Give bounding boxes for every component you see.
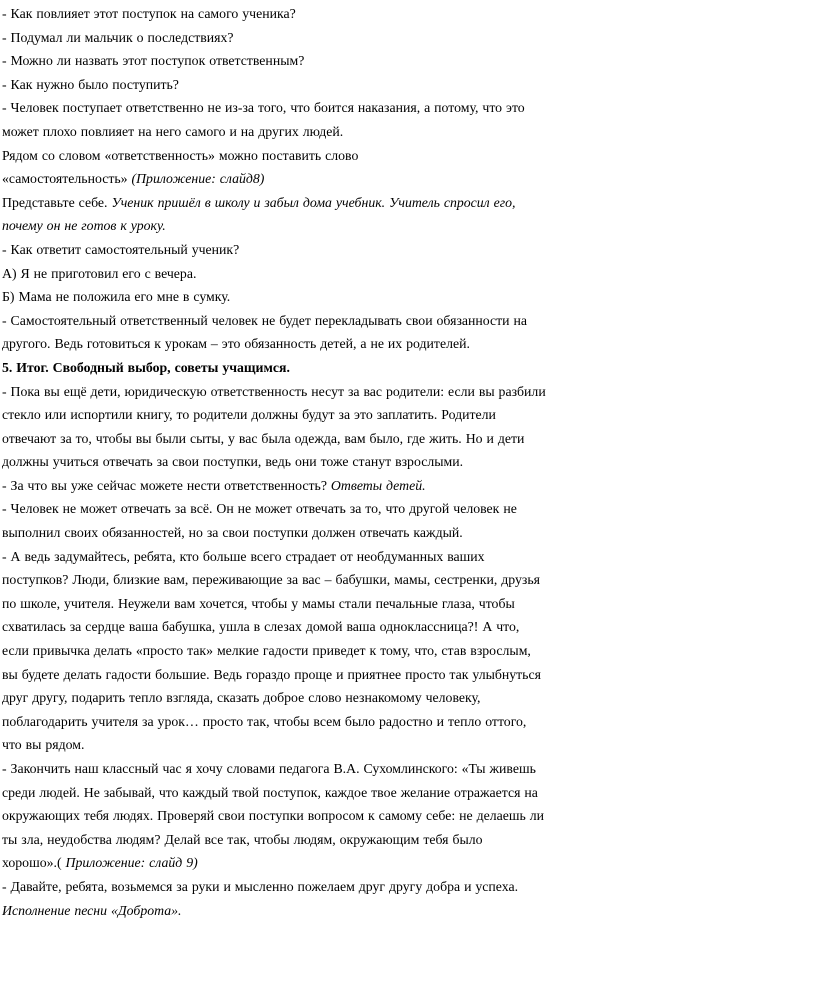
line-text: - Давайте, ребята, возьмемся за руки и мысленно пожелаем друг другу добра и успеха. [2, 878, 519, 894]
line-text: вы будете делать гадости большие. Ведь гораздо проще и приятнее просто так улыбнуться [2, 666, 541, 682]
text-line [2, 2, 816, 26]
line-text: хорошо».( [2, 855, 66, 871]
line-text: Рядом со словом «ответственность» можно поставить слово [2, 147, 359, 163]
line-text: среди людей. Не забывай, что каждый твой поступок, каждое твое желание отражается на [2, 784, 538, 800]
text-line [2, 545, 816, 569]
line-text: - Можно ли назвать этот поступок ответственным? [2, 53, 305, 69]
line-text: - Закончить наш классный час я хочу словами педагога В.А. Сухомлинского: «Ты живешь [2, 761, 536, 776]
text-line [2, 262, 816, 286]
text-line [2, 450, 816, 474]
text-line [2, 615, 816, 639]
line-text: друг другу, подарить тепло взгляда, сказать доброе слово незнакомому человеку, [2, 690, 481, 706]
text-line [2, 120, 816, 144]
text-line [2, 733, 816, 757]
line-text: - А ведь задумайтесь, ребята, кто больше всего страдает от необдуманных ваших [2, 548, 485, 564]
line-text: если привычка делать «просто так» мелкие гадости приведет к тому, что, став взрослым, [2, 643, 531, 659]
text-line [2, 238, 816, 262]
line-text: отвечают за то, чтобы вы были сыты, у вас была одежда, вам было, где жить. Но и дети [2, 430, 525, 446]
line-text: что вы рядом. [2, 737, 85, 753]
text-line [2, 167, 816, 191]
text-line [2, 899, 816, 923]
text-line [2, 96, 816, 120]
text-line [2, 144, 816, 168]
line-italic-text: Ученик пришёл в школу и забыл дома учебник. Учитель спросил его, [111, 194, 516, 210]
line-text: окружающих тебя людях. Проверяй свои поступки вопросом к самому себе: не делаешь ли [2, 808, 545, 824]
line-text: Представьте себе. [2, 194, 112, 210]
text-line [2, 592, 816, 616]
line-bold-text: 5. Итог. Свободный выбор, советы учащимся. [2, 359, 290, 375]
text-line [2, 686, 816, 710]
text-line [2, 663, 816, 687]
line-italic-text: почему он не готов к уроку. [2, 218, 166, 234]
text-line [2, 214, 816, 238]
text-line [2, 26, 816, 50]
text-line [2, 639, 816, 663]
text-line [2, 191, 816, 215]
text-line [2, 497, 816, 521]
line-text: может плохо повлияет на него самого и на других людей. [2, 123, 344, 139]
text-line [2, 73, 816, 97]
line-italic-text: Ответы детей. [330, 477, 426, 493]
text-line [2, 521, 816, 545]
text-line [2, 49, 816, 73]
section-heading [2, 356, 816, 380]
text-line [2, 380, 816, 404]
text-line [2, 710, 816, 734]
line-text: - Пока вы ещё дети, юридическую ответственность несут за вас родители: если вы разбили [2, 383, 546, 399]
text-line [2, 851, 816, 875]
line-text: - Как ответит самостоятельный ученик? [2, 241, 240, 257]
text-line [2, 757, 816, 781]
text-line [2, 875, 816, 899]
line-italic-text: (Приложение: слайд8) [127, 171, 265, 187]
line-text: схватилась за сердце ваша бабушка, ушла в слезах домой ваша одноклассница?! А что, [2, 619, 520, 635]
text-line [2, 804, 816, 828]
line-italic-text: Исполнение песни «Доброта». [2, 902, 182, 918]
text-line [2, 568, 816, 592]
text-line [2, 474, 816, 498]
line-text: выполнил своих обязанностей, но за свои поступки должен отвечать каждый. [2, 525, 463, 541]
line-text: - Человек поступает ответственно не из-за того, что боится наказания, а потому, что это [2, 100, 525, 116]
text-line [2, 828, 816, 852]
line-text: - Как повлияет этот поступок на самого ученика? [2, 6, 296, 21]
line-text: - За что вы уже сейчас можете нести ответственность? [2, 477, 331, 493]
line-text: Б) Мама не положила его мне в сумку. [2, 289, 231, 305]
line-text: - Самостоятельный ответственный человек не будет перекладывать свои обязанности на [2, 312, 528, 328]
line-italic-text: Приложение: слайд 9) [65, 855, 198, 871]
line-text: А) Я не приготовил его с вечера. [2, 265, 197, 281]
line-text: должны учиться отвечать за свои поступки, ведь они тоже станут взрослыми. [2, 454, 464, 470]
text-line [2, 332, 816, 356]
line-text: - Как нужно было поступить? [2, 76, 179, 92]
line-text: другого. Ведь готовиться к урокам – это обязанность детей, а не их родителей. [2, 336, 470, 352]
text-line [2, 427, 816, 451]
text-line [2, 403, 816, 427]
line-text: - Подумал ли мальчик о последствиях? [2, 29, 234, 45]
line-text: по школе, учителя. Неужели вам хочется, чтобы у мамы стали печальные глаза, чтобы [2, 595, 515, 611]
text-line [2, 309, 816, 333]
line-text: «самостоятельность» [2, 171, 128, 187]
line-text: поступков? Люди, близкие вам, переживающие за вас – бабушки, мамы, сестренки, друзья [2, 572, 540, 588]
line-text: стекло или испортили книгу, то родители должны будут за это заплатить. Родители [2, 407, 496, 423]
text-line [2, 285, 816, 309]
line-text: поблагодарить учителя за урок… просто так, чтобы всем было радостно и тепло оттого, [2, 713, 527, 729]
line-text: ты зла, неудобства людям? Делай все так, чтобы людям, окружающим тебя было [2, 831, 483, 847]
line-text: - Человек не может отвечать за всё. Он не может отвечать за то, что другой человек не [2, 501, 517, 517]
text-line [2, 781, 816, 805]
